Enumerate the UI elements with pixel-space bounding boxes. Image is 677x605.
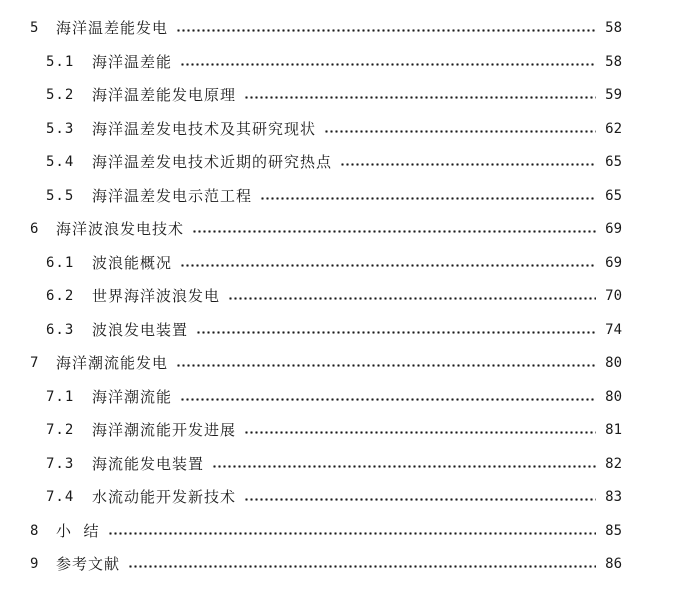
toc-entry-number: 5.4 bbox=[46, 154, 75, 170]
dot-leader bbox=[340, 163, 596, 166]
dot-leader bbox=[192, 230, 596, 233]
toc-entry-number: 5 bbox=[30, 20, 40, 36]
toc-entry-page: 85 bbox=[605, 523, 622, 539]
toc-entry-page: 59 bbox=[605, 87, 622, 103]
toc-entry-page: 58 bbox=[605, 54, 622, 70]
toc-entry-chapter-7[interactable] bbox=[30, 351, 622, 375]
toc-entry-page: 62 bbox=[605, 121, 622, 137]
toc-entry-number: 7.3 bbox=[46, 456, 75, 472]
dot-leader bbox=[180, 264, 596, 267]
dot-leader bbox=[128, 565, 596, 568]
toc-entry-chapter-5[interactable] bbox=[30, 16, 622, 40]
toc-entry-page: 80 bbox=[605, 389, 622, 405]
toc-entry-chapter-8[interactable] bbox=[30, 519, 622, 543]
toc-entry-page: 69 bbox=[605, 221, 622, 237]
dot-leader bbox=[260, 197, 596, 200]
toc-entry-page: 58 bbox=[605, 20, 622, 36]
toc-entry-title: 海洋温差能发电原理 bbox=[92, 86, 237, 104]
toc-entry-title: 海洋潮流能开发进展 bbox=[92, 421, 237, 439]
toc-entry-number: 9 bbox=[30, 556, 40, 572]
toc-entry-page: 70 bbox=[605, 288, 622, 304]
toc-entry-number: 6.3 bbox=[46, 322, 75, 338]
toc-entry-title: 海洋温差发电技术及其研究现状 bbox=[92, 120, 317, 138]
toc-entry-page: 82 bbox=[605, 456, 622, 472]
toc-entry-page: 65 bbox=[605, 154, 622, 170]
toc-entry-title: 参考文献 bbox=[56, 555, 121, 573]
toc-entry-title: 海洋温差能 bbox=[92, 53, 173, 71]
dot-leader bbox=[244, 431, 596, 434]
toc-entry-page: 69 bbox=[605, 255, 622, 271]
toc-entry-title: 海洋温差能发电 bbox=[56, 19, 169, 37]
toc-entry-title: 海洋温差发电示范工程 bbox=[92, 187, 253, 205]
toc-entry-section-7-4[interactable] bbox=[46, 485, 622, 509]
dot-leader bbox=[244, 96, 596, 99]
toc-entry-title: 海洋温差发电技术近期的研究热点 bbox=[92, 153, 333, 171]
toc-entry-section-7-2[interactable] bbox=[46, 418, 622, 442]
toc-entry-title: 小 结 bbox=[56, 522, 100, 540]
dot-leader bbox=[176, 29, 596, 32]
toc-entry-title: 海洋潮流能 bbox=[92, 388, 173, 406]
toc-entry-page: 65 bbox=[605, 188, 622, 204]
toc-entry-number: 5.2 bbox=[46, 87, 75, 103]
toc-entry-number: 5.1 bbox=[46, 54, 75, 70]
toc-entry-number: 6 bbox=[30, 221, 40, 237]
toc-entry-section-7-3[interactable] bbox=[46, 452, 622, 476]
toc-entry-section-6-3[interactable] bbox=[46, 318, 622, 342]
dot-leader bbox=[212, 465, 596, 468]
toc-entry-section-5-3[interactable] bbox=[46, 117, 622, 141]
toc-entry-title: 海流能发电装置 bbox=[92, 455, 205, 473]
toc-entry-title: 海洋潮流能发电 bbox=[56, 354, 169, 372]
toc-entry-title: 波浪能概况 bbox=[92, 254, 173, 272]
toc-entry-number: 8 bbox=[30, 523, 40, 539]
toc-entry-number: 5.5 bbox=[46, 188, 75, 204]
toc-entry-number: 6.2 bbox=[46, 288, 75, 304]
toc-entry-number: 7.1 bbox=[46, 389, 75, 405]
toc-entry-number: 6.1 bbox=[46, 255, 75, 271]
toc-entry-page: 83 bbox=[605, 489, 622, 505]
toc-entry-number: 7.2 bbox=[46, 422, 75, 438]
toc-entry-section-5-2[interactable] bbox=[46, 83, 622, 107]
toc-entry-title: 世界海洋波浪发电 bbox=[92, 287, 221, 305]
toc-entry-title: 海洋波浪发电技术 bbox=[56, 220, 185, 238]
dot-leader bbox=[180, 63, 596, 66]
toc-entry-number: 5.3 bbox=[46, 121, 75, 137]
toc-entry-page: 74 bbox=[605, 322, 622, 338]
dot-leader bbox=[108, 532, 596, 535]
toc-entry-page: 80 bbox=[605, 355, 622, 371]
toc-entry-page: 86 bbox=[605, 556, 622, 572]
toc-entry-title: 水流动能开发新技术 bbox=[92, 488, 237, 506]
toc-entry-page: 81 bbox=[605, 422, 622, 438]
toc-entry-section-7-1[interactable] bbox=[46, 385, 622, 409]
dot-leader bbox=[244, 498, 596, 501]
dot-leader bbox=[196, 331, 596, 334]
toc-entry-section-6-2[interactable] bbox=[46, 284, 622, 308]
dot-leader bbox=[324, 130, 596, 133]
toc-entry-section-5-1[interactable] bbox=[46, 50, 622, 74]
toc-entry-section-6-1[interactable] bbox=[46, 251, 622, 275]
toc-entry-chapter-6[interactable] bbox=[30, 217, 622, 241]
toc-entry-number: 7 bbox=[30, 355, 40, 371]
dot-leader bbox=[180, 398, 596, 401]
toc-entry-title: 波浪发电装置 bbox=[92, 321, 189, 339]
toc-entry-section-5-4[interactable] bbox=[46, 150, 622, 174]
toc-entry-section-5-5[interactable] bbox=[46, 184, 622, 208]
toc-entry-number: 7.4 bbox=[46, 489, 75, 505]
dot-leader bbox=[228, 297, 596, 300]
dot-leader bbox=[176, 364, 596, 367]
toc-entry-chapter-9[interactable] bbox=[30, 552, 622, 576]
